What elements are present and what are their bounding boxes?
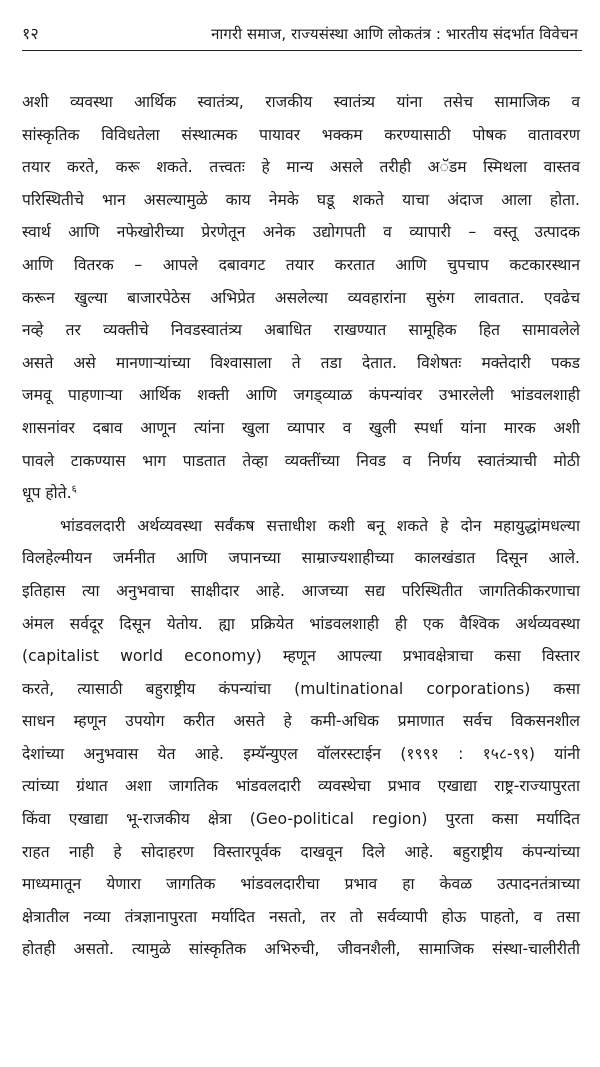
text-line: क्षेत्रातील नव्या तंत्रज्ञानापुरता मर्यादित नसतो, तर तो सर्वव्यापी होऊ पाहतो, व तसा	[22, 907, 580, 926]
text-line: होतही असतो. त्यामुळे सांस्कृतिक अभिरुची, जीवनशैली, सामाजिक संस्था-चालीरीती	[22, 940, 580, 959]
text-line: पावले टाकण्यास भाग पाडतात तेव्हा व्यक्तींच्या निवड व निर्णय स्वातंत्र्याची मोठी	[22, 451, 580, 470]
body-text	[22, 86, 580, 966]
text-line: आणि वितरक – आपले दबावगट तयार करतात आणि चुपचाप कटकारस्थान	[22, 255, 580, 274]
text-line: त्यांच्या ग्रंथात अशा जागतिक भांडवलदारी व्यवस्थेचा प्रभाव एखाद्या राष्ट्र-राज्यापुरता	[22, 777, 580, 796]
text-line: साधन म्हणून उपयोग करीत असते हे कमी-अधिक प्रमाणात सर्वच विकसनशील	[22, 712, 580, 731]
text-line: माध्यमातून येणारा जागतिक भांडवलदारीचा प्रभाव हा केवळ उत्पादनतंत्राच्या	[22, 875, 580, 894]
text-line: किंवा एखाद्या भू-राजकीय क्षेत्रा (Geo-political region) पुरता कसा मर्यादित	[22, 810, 580, 829]
text-line: परिस्थितीचे भान असल्यामुळे काय नेमके घडू शकते याचा अंदाज आला होता.	[22, 190, 580, 209]
text-line: भांडवलदारी अर्थव्यवस्था सर्वंकष सत्ताधीश कशी बनू शकते हे दोन महायुद्धांमधल्या	[60, 516, 580, 535]
text-line-content: धूप होते.	[22, 484, 72, 503]
text-line: (capitalist world economy) म्हणून आपल्या प्रभावक्षेत्राचा कसा विस्तार	[22, 647, 580, 666]
footnote-marker: ६	[71, 483, 77, 495]
text-line: शासनांवर दबाव आणून त्यांना खुला व्यापार व खुली स्पर्धा यांना मारक अशी	[22, 418, 580, 437]
text-line: जमवू पाहणाऱ्या आर्थिक शक्ती आणि जगड्व्याळ कंपन्यांवर उभारलेली भांडवलशाही	[22, 386, 580, 405]
text-line: नव्हे तर व्यक्तीचे निवडस्वातंत्र्य अबाधित राखण्यात सामूहिक हित सामावलेले	[22, 321, 580, 340]
text-line: असते असे मानणाऱ्यांच्या विश्वासाला ते तडा देतात. विशेषतः मक्तेदारी पकड	[22, 353, 580, 372]
text-line: अशी व्यवस्था आर्थिक स्वातंत्र्य, राजकीय स्वातंत्र्य यांना तसेच सामाजिक व	[22, 93, 580, 111]
text-line: सांस्कृतिक विविधतेला संस्थात्मक पायावर भक्कम करण्यासाठी पोषक वातावरण	[22, 125, 580, 144]
text-line: विलहेल्मीयन जर्मनीत आणि जपानच्या साम्राज्यशाहीच्या कालखंडात दिसून आले.	[22, 549, 580, 568]
text-line: राहत नाही हे सोदाहरण विस्तारपूर्वक दाखवून दिले आहे. बहुराष्ट्रीय कंपन्यांच्या	[22, 842, 580, 861]
text-line: अंमल सर्वदूर दिसून येतोय. ह्या प्रक्रियेत भांडवलशाही ही एक वैश्विक अर्थव्यवस्था	[22, 614, 580, 633]
text-line: करून खुल्या बाजारपेठेस अभिप्रेत असलेल्या व्यवहारांना सुरुंग लावतात. एवढेच	[22, 288, 580, 307]
running-head-title: नागरी समाज, राज्यसंस्था आणि लोकतंत्र : भारतीय संदर्भात विवेचन	[211, 25, 578, 43]
paragraph	[22, 86, 580, 510]
text-line-last	[22, 477, 580, 510]
running-head	[22, 22, 578, 48]
text-line: करते, त्यासाठी बहुराष्ट्रीय कंपन्यांचा (multinational corporations) कसा	[22, 679, 580, 698]
text-line: तयार करते, करू शकते. तत्त्वतः हे मान्य असले तरीही अॅडम स्मिथला वास्तव	[22, 158, 580, 177]
page-number: १२	[22, 24, 39, 43]
text-line: इतिहास त्या अनुभवाचा साक्षीदार आहे. आजच्या सद्य परिस्थितीत जागतिकीकरणाचा	[22, 581, 580, 600]
text-line: देशांच्या अनुभवास येत आहे. इम्यॅन्युएल वॉलरस्टाईन (१९९१ : १५८-९९) यांनी	[22, 744, 580, 763]
header-rule	[22, 50, 582, 51]
paragraph	[22, 510, 580, 966]
text-line: स्वार्थ आणि नफेखोरीच्या प्रेरणेतून अनेक उद्योगपती व व्यापारी – वस्तू उत्पादक	[22, 223, 580, 242]
